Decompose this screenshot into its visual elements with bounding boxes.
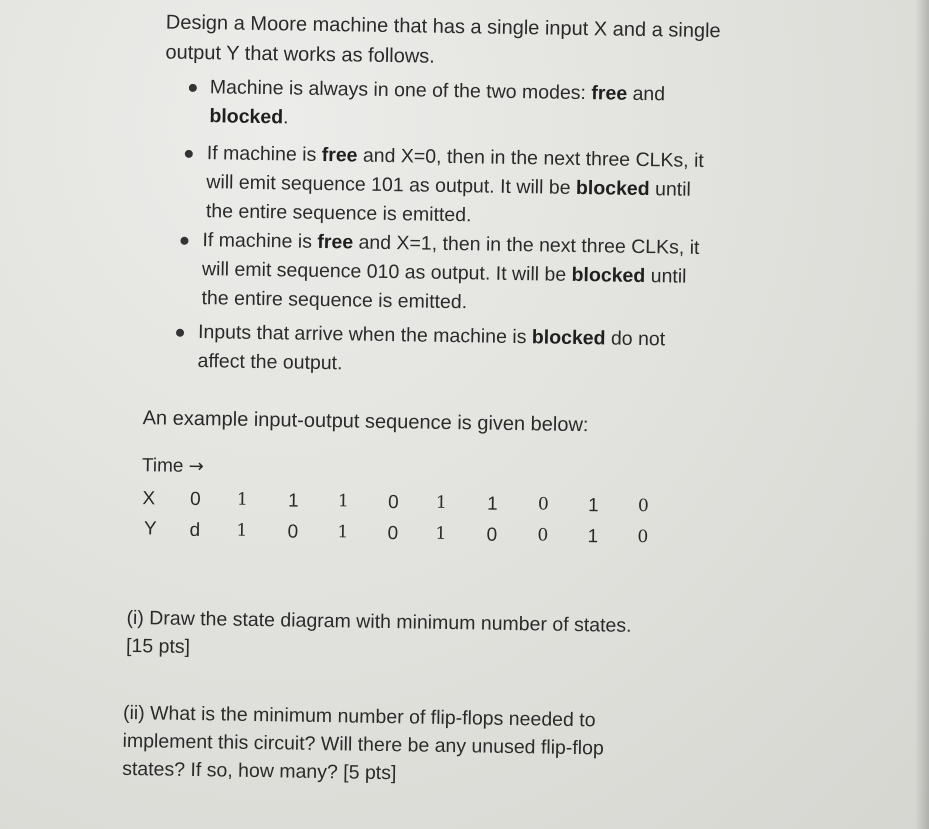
- requirement-line: Inputs that arrive when the machine is blocked do not: [197, 321, 666, 351]
- question-2-line-2: implement this circuit? Will there be any unused flip-flop: [122, 729, 604, 760]
- bold-term: blocked: [575, 176, 650, 201]
- bold-term: blocked: [571, 263, 646, 288]
- requirement-line: will emit sequence 101 as output. It will be blocked until: [206, 171, 692, 201]
- y-value-cell: 0: [486, 524, 498, 546]
- x-value-cell: 1: [587, 495, 599, 517]
- requirement-line: affect the output.: [197, 350, 343, 375]
- requirement-line: the entire sequence is emitted.: [201, 287, 468, 314]
- requirement-line: If machine is free and X=1, then in the next three CLKs, it: [202, 229, 700, 259]
- y-value-cell: 0: [637, 526, 649, 548]
- bold-term: blocked: [209, 105, 284, 129]
- x-value-cell: 1: [287, 490, 299, 512]
- intro-line-2: output Y that works as follows.: [165, 41, 435, 68]
- question-2-line-3: states? If so, how many? [5 pts]: [121, 757, 397, 785]
- bold-term: free: [321, 143, 358, 167]
- bullet-dot-icon: [176, 329, 184, 337]
- y-row-label: Y: [143, 518, 157, 540]
- bold-term: free: [591, 82, 628, 105]
- x-value-cell: 1: [337, 491, 349, 512]
- y-value-cell: 0: [287, 521, 299, 543]
- question-1-points: [15 pts]: [125, 634, 191, 658]
- y-value-cell: 1: [435, 523, 447, 544]
- question-1-line-1: (i) Draw the state diagram with minimum number of states.: [126, 606, 632, 637]
- example-intro: An example input-output sequence is given below:: [142, 407, 589, 437]
- intro-line-1: Design a Moore machine that has a single input X and a single: [165, 11, 721, 43]
- x-value-cell: 0: [387, 492, 399, 514]
- x-value-cell: 0: [537, 494, 549, 515]
- monitor-bezel-edge: [915, 0, 929, 829]
- requirement-line: blocked.: [209, 105, 289, 129]
- bullet-dot-icon: [185, 150, 193, 158]
- time-label-group: [142, 455, 204, 478]
- bold-term: blocked: [531, 326, 606, 350]
- x-value-cell: 1: [486, 493, 498, 515]
- requirement-line: the entire sequence is emitted.: [205, 200, 472, 227]
- y-value-cell: 0: [387, 523, 399, 545]
- bullet-dot-icon: [189, 84, 197, 92]
- y-value-cell: 0: [537, 525, 549, 546]
- question-2-line-1: (ii) What is the minimum number of flip-flops needed to: [122, 701, 596, 732]
- y-value-cell: 1: [236, 520, 248, 541]
- x-row-label: X: [142, 488, 156, 510]
- y-value-cell: 1: [587, 526, 599, 548]
- bullet-dot-icon: [180, 237, 188, 245]
- x-value-cell: 1: [236, 489, 248, 510]
- x-value-cell: 1: [435, 492, 447, 513]
- x-value-cell: 0: [637, 495, 649, 517]
- bold-term: free: [317, 230, 354, 254]
- requirement-line: If machine is free and X=0, then in the next three CLKs, it: [206, 142, 704, 172]
- x-value-cell: 0: [189, 488, 201, 511]
- y-value-cell: 1: [337, 522, 349, 543]
- time-label: Time: [141, 455, 184, 477]
- y-value-cell: d: [189, 519, 201, 542]
- requirement-line: will emit sequence 010 as output. It will be blocked until: [201, 258, 687, 288]
- right-arrow-icon: →: [188, 455, 204, 478]
- requirement-line: Machine is always in one of the two modes: free and: [209, 76, 666, 106]
